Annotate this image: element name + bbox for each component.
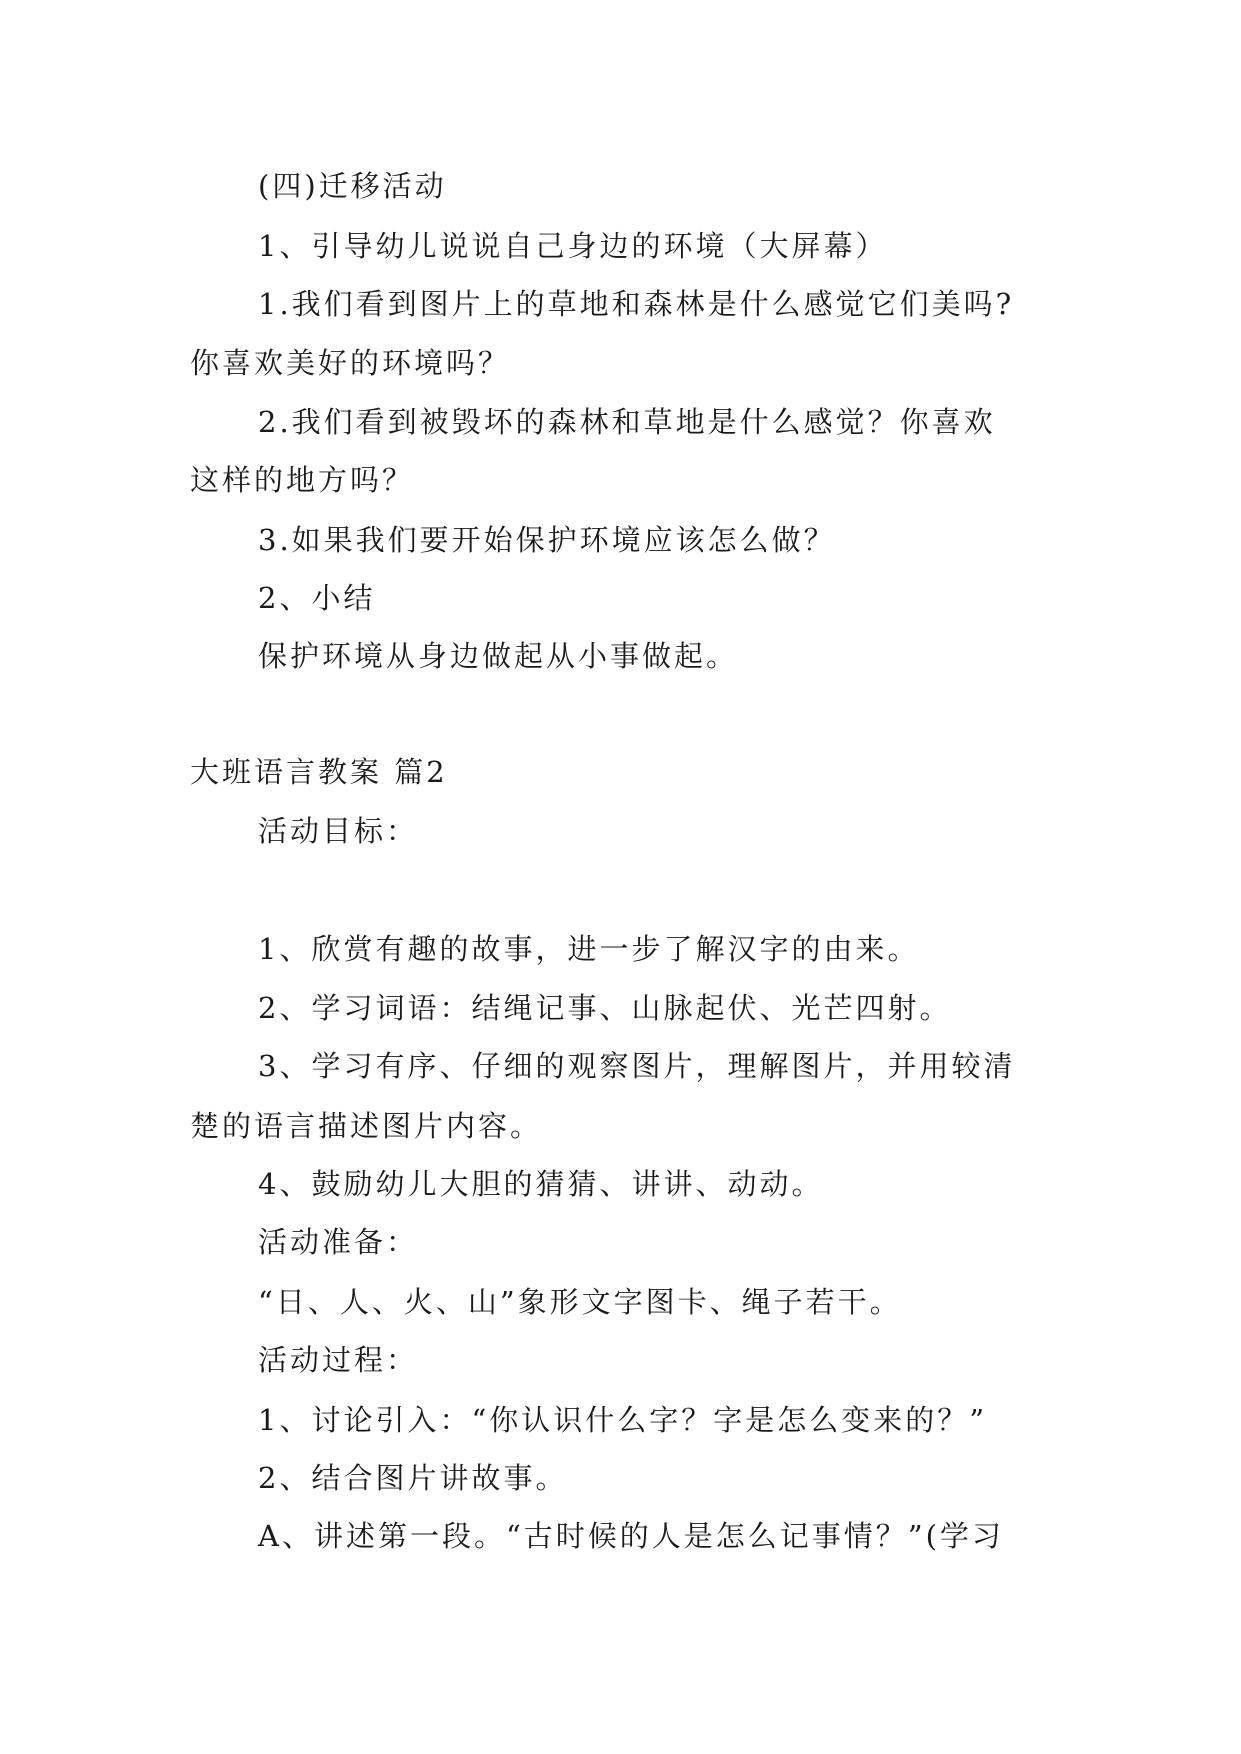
paragraph-line: 1、欣赏有趣的故事，进一步了解汉字的由来。 [258,932,920,966]
section-heading-transfer-activity: (四)迁移活动 [258,169,447,203]
section-heading-process: 活动过程： [258,1343,419,1377]
paragraph-line: 3.如果我们要开始保护环境应该怎么做？ [258,523,836,557]
paragraph-line: 2.我们看到被毁坏的森林和草地是什么感觉？你喜欢 [258,405,996,439]
paragraph-line: 你喜欢美好的环境吗？ [190,346,511,380]
paragraph-line: 2、结合图片讲故事。 [258,1461,568,1495]
paragraph-line: “日、人、火、山”象形文字图卡、绳子若干。 [258,1285,902,1319]
paragraph-line: 4、鼓励幼儿大胆的猜猜、讲讲、动动。 [258,1167,824,1201]
paragraph-line: 1.我们看到图片上的草地和森林是什么感觉它们美吗? [258,287,1015,321]
paragraph-line: A、讲述第一段。“古时候的人是怎么记事情？”(学习 [258,1519,1004,1553]
paragraph-line: 2、学习词语：结绳记事、山脉起伏、光芒四射。 [258,991,952,1025]
paragraph-line: 楚的语言描述图片内容。 [190,1109,543,1143]
section-heading-preparation: 活动准备： [258,1225,419,1259]
lesson-title: 大班语言教案 篇2 [190,755,448,789]
paragraph-line: 这样的地方吗？ [190,463,415,497]
paragraph-line: 1、引导幼儿说说自己身边的环境（大屏幕） [258,229,888,263]
paragraph-line: 3、学习有序、仔细的观察图片，理解图片，并用较清 [258,1049,1016,1083]
paragraph-line: 1、讨论引入：“你认识什么字？字是怎么变来的？” [258,1403,988,1437]
section-heading-goals: 活动目标： [258,814,419,848]
paragraph-line: 保护环境从身边做起从小事做起。 [258,639,739,673]
paragraph-line: 2、小结 [258,581,376,615]
